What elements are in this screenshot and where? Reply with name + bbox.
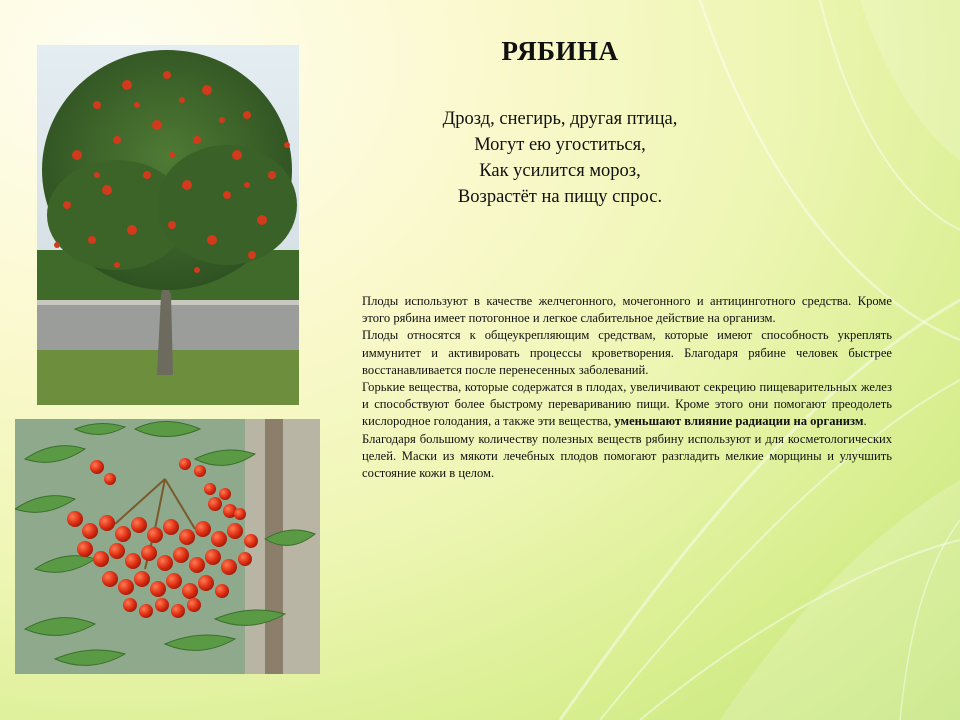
poem-line: Как усилится мороз, (479, 161, 641, 181)
poem (380, 106, 740, 210)
paragraph-text: Горькие вещества, которые содержатся в плодах, увеличивают секрецию пищеварительных желез и способствуют более быстрому перевариванию пищи. Кроме этого они помогают преодолеть кислородное голодания, а также эти вещества, (362, 380, 892, 429)
poem-line: Возрастёт на пищу спрос. (457, 187, 663, 207)
poem-line: Могут ею угоститься, (474, 135, 646, 155)
bold-emphasis: уменьшают влияние радиации на организм (614, 414, 864, 429)
poem-line: Дрозд, снегирь, другая птица, (442, 109, 678, 129)
rowan-tree-photo (37, 45, 299, 405)
paragraph (362, 379, 892, 431)
slide-title: РЯБИНА (501, 36, 619, 66)
paragraph: Плоды используют в качестве желчегонного, мочегонного и антицинготного средства. Кроме этого рябина имеет потогонное и легкое слабительное действие на организм. (362, 294, 892, 326)
paragraph: Благодаря большому количеству полезных веществ рябину используют и для косметологических целей. Маски из мякоти лечебных плодов помогают разгладить мелкие морщины и улучшить состояние кожи в целом. (362, 431, 892, 481)
rowan-berries-photo (15, 419, 320, 674)
paragraph: Плоды относятся к общеукрепляющим средствам, которые имеют способность укреплять иммунитет и активировать процессы кроветворения. Благодаря рябине человек быстрее восстанавливается после перенесенных заболеваний. (362, 328, 892, 377)
paragraph-text: . (863, 414, 867, 429)
body-text (362, 293, 892, 482)
